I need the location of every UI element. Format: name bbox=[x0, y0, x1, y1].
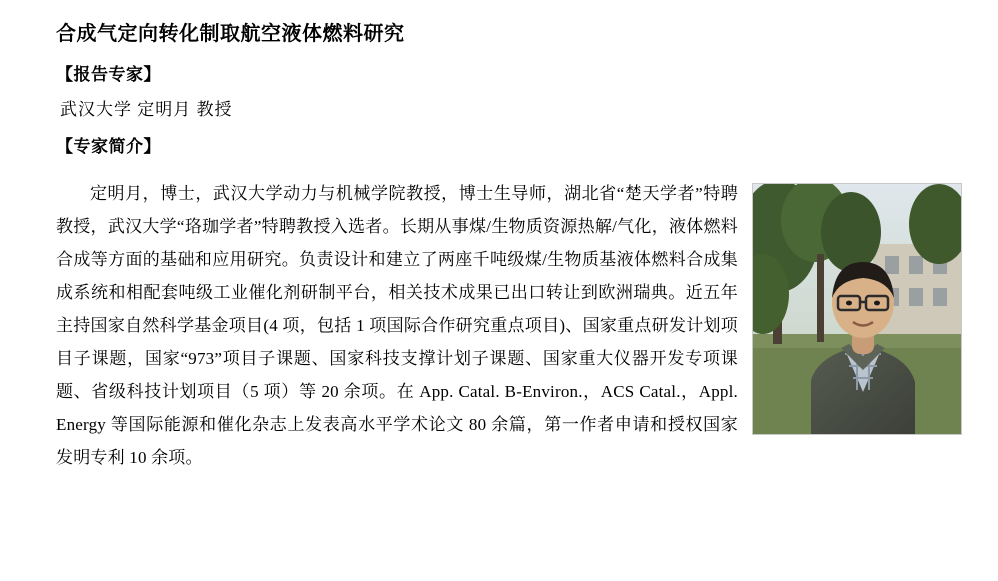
speaker-section-heading: 【报告专家】 bbox=[56, 65, 161, 85]
bio-paragraph: 定明月，博士，武汉大学动力与机械学院教授，博士生导师，湖北省“楚天学者”特聘教授，武汉大学“珞珈学者”特聘教授入选者。长期从事煤/生物质资源热解/气化，液体燃料合成等方面的基础和应用研究。负责设计和建立了两座千吨级煤/生物质基液体燃料合成集成系统和相配套吨级工业催化剂研制平台，相关技术成果已出口转让到欧洲瑞典。近五年主持国家自然科学基金项目(4 项，包括 1 项国际合作研究重点项目)、国家重点研发计划项目子课题，国家“973”项目子课题、国家科技支撑计划子课题、国家重大仪器开发专项课题、省级科技计划项目（5 项）等 20 余项。在 App. Catal. B-Environ.，ACS Catal.，Appl. Energy 等国际能源和催化杂志上发表高水平学术论文 80 余篇，第一作者申请和授权国家发明专利 10 余项。 bbox=[56, 184, 738, 467]
page-title: 合成气定向转化制取航空液体燃料研究 bbox=[56, 21, 405, 45]
speaker-photo bbox=[752, 183, 962, 435]
speaker-name-affiliation: 武汉大学 定明月 教授 bbox=[60, 100, 233, 119]
bio-section-heading: 【专家简介】 bbox=[56, 137, 161, 157]
bio-block bbox=[56, 177, 962, 491]
